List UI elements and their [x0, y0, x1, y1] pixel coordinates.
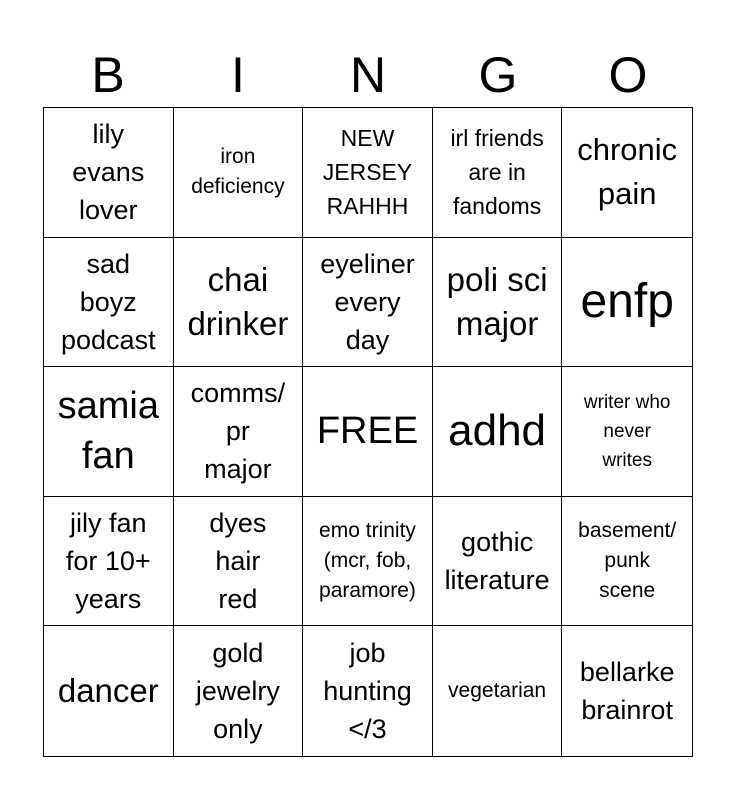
bingo-cell-text: poli sci major	[446, 260, 548, 342]
bingo-cell-text: dancer	[57, 672, 159, 710]
bingo-cell-text: jily fan for 10+ years	[65, 508, 151, 615]
bingo-cell-r1c5[interactable]	[562, 108, 692, 238]
bingo-cell-text: vegetarian	[448, 679, 547, 703]
bingo-cell-r1c4[interactable]	[433, 108, 563, 238]
bingo-cell-r2c1[interactable]	[44, 238, 174, 368]
header-letter-n: N	[349, 47, 387, 103]
bingo-cell-r5c3[interactable]	[303, 626, 433, 756]
bingo-cell-text: chai drinker	[187, 260, 289, 342]
bingo-board	[43, 107, 693, 757]
bingo-cell-free[interactable]	[303, 367, 433, 497]
bingo-cell-text: emo trinity (mcr, fob, paramore)	[319, 519, 416, 603]
header-letter-g: G	[478, 47, 518, 103]
bingo-cell-r3c2[interactable]	[174, 367, 304, 497]
bingo-cell-r3c4[interactable]	[433, 367, 563, 497]
bingo-cell-r3c1[interactable]	[44, 367, 174, 497]
bingo-cell-r1c2[interactable]	[174, 108, 304, 238]
header-letter-b: B	[91, 47, 125, 103]
bingo-cell-r5c5[interactable]	[562, 626, 692, 756]
header-letter-o: O	[608, 47, 648, 103]
bingo-cell-r2c2[interactable]	[174, 238, 304, 368]
bingo-cell-text: lily evans lover	[72, 119, 145, 226]
free-space-text: FREE	[316, 410, 419, 453]
bingo-cell-text: irl friends are in fandoms	[450, 125, 544, 220]
bingo-cell-text: samia fan	[57, 385, 159, 478]
bingo-cell-text: enfp	[580, 274, 674, 328]
bingo-cell-r1c1[interactable]	[44, 108, 174, 238]
header-letter-i: I	[231, 47, 245, 103]
bingo-cell-r4c5[interactable]	[562, 497, 692, 627]
bingo-cell-r2c4[interactable]	[433, 238, 563, 368]
bingo-cell-text: eyeliner every day	[320, 248, 415, 355]
bingo-cell-text: adhd	[448, 406, 547, 456]
bingo-cell-r4c3[interactable]	[303, 497, 433, 627]
bingo-cell-text: job hunting </3	[323, 638, 412, 745]
bingo-cell-text: chronic pain	[577, 132, 678, 212]
bingo-cell-r2c5[interactable]	[562, 238, 692, 368]
bingo-cell-text: gold jewelry only	[195, 638, 280, 745]
bingo-cell-text: bellarke brainrot	[579, 657, 675, 726]
bingo-cell-text: comms/ pr major	[190, 378, 286, 485]
bingo-cell-text: writer who never writes	[583, 391, 671, 471]
bingo-cell-r5c2[interactable]	[174, 626, 304, 756]
bingo-cell-r4c4[interactable]	[433, 497, 563, 627]
bingo-cell-r2c3[interactable]	[303, 238, 433, 368]
bingo-cell-r4c2[interactable]	[174, 497, 304, 627]
bingo-cell-text: sad boyz podcast	[61, 248, 156, 355]
bingo-cell-text: iron deficiency	[191, 145, 285, 199]
bingo-cell-r5c1[interactable]	[44, 626, 174, 756]
bingo-cell-text: basement/ punk scene	[578, 519, 677, 603]
bingo-cell-text: NEW JERSEY RAHHH	[322, 125, 413, 220]
bingo-cell-r5c4[interactable]	[433, 626, 563, 756]
bingo-header	[43, 44, 693, 106]
bingo-cell-r1c3[interactable]	[303, 108, 433, 238]
bingo-cell-r4c1[interactable]	[44, 497, 174, 627]
bingo-cell-r3c5[interactable]	[562, 367, 692, 497]
bingo-cell-text: gothic literature	[444, 527, 550, 596]
bingo-cell-text: dyes hair red	[209, 508, 267, 615]
